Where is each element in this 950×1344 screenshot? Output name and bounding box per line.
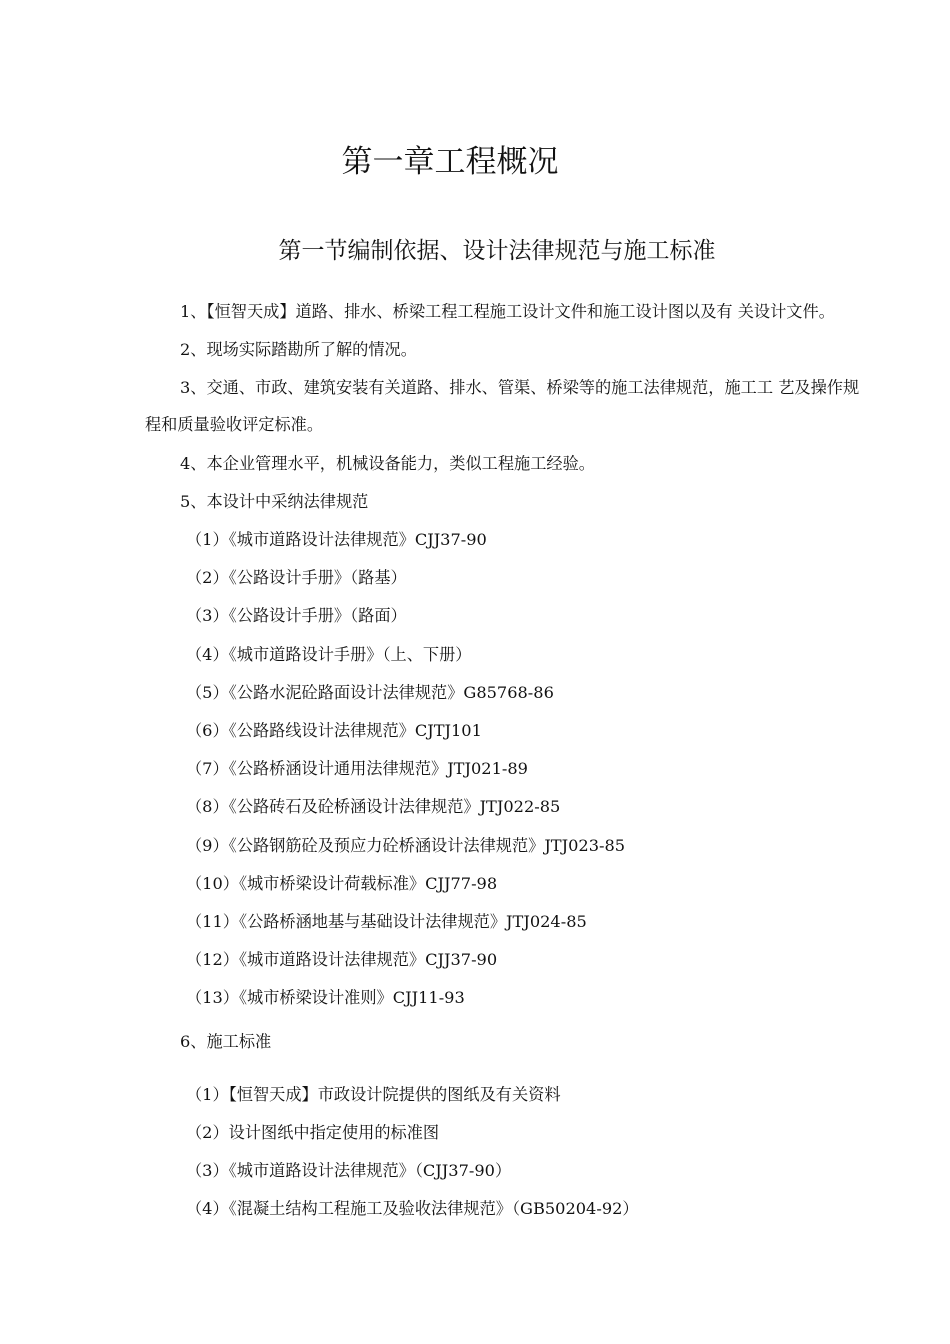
standards-heading: 6、施工标准 — [180, 1032, 272, 1051]
code-item: （13）《城市桥梁设计准则》CJJ11-93 — [186, 988, 465, 1007]
standard-item: （3）《城市道路设计法律规范》（CJJ37-90） — [186, 1161, 512, 1180]
section-title: 第一节编制依据、设计法律规范与施工标准 — [278, 238, 716, 264]
code-item: （10）《城市桥梁设计荷载标准》CJJ77-98 — [186, 874, 498, 893]
standard-item: （1）【恒智天成】市政设计院提供的图纸及有关资料 — [186, 1085, 561, 1104]
code-item: （6）《公路路线设计法律规范》CJTJ101 — [186, 721, 482, 740]
code-item: （4）《城市道路设计手册》（上、下册） — [186, 645, 472, 664]
basis-item-5: 5、本设计中采纳法律规范 — [180, 492, 369, 511]
basis-item-3-line-1: 3、交通、市政、建筑安装有关道路、排水、管渠、桥梁等的施工法律规范，施工工 艺及操作规 — [180, 378, 860, 397]
code-item: （9）《公路钢筋砼及预应力砼桥涵设计法律规范》JTJ023-85 — [186, 836, 626, 855]
code-item: （3）《公路设计手册》（路面） — [186, 606, 407, 625]
code-item: （8）《公路砖石及砼桥涵设计法律规范》JTJ022-85 — [186, 797, 561, 816]
code-item: （7）《公路桥涵设计通用法律规范》JTJ021-89 — [186, 759, 528, 778]
standard-item: （4）《混凝土结构工程施工及验收法律规范》（GB50204-92） — [186, 1199, 639, 1218]
standard-item: （2）设计图纸中指定使用的标准图 — [186, 1123, 440, 1142]
basis-item-2: 2、现场实际踏勘所了解的情况。 — [180, 340, 417, 359]
code-item: （1）《城市道路设计法律规范》CJJ37-90 — [186, 530, 487, 549]
chapter-title: 第一章工程概况 — [341, 144, 559, 180]
code-item: （12）《城市道路设计法律规范》CJJ37-90 — [186, 950, 498, 969]
code-item: （2）《公路设计手册》（路基） — [186, 568, 407, 587]
basis-item-1: 1、【恒智天成】道路、排水、桥梁工程工程施工设计文件和施工设计图以及有 关设计文件。 — [180, 302, 835, 321]
code-item: （5）《公路水泥砼路面设计法律规范》G85768-86 — [186, 683, 554, 702]
basis-item-4: 4、本企业管理水平，机械设备能力，类似工程施工经验。 — [180, 454, 595, 473]
code-item: （11）《公路桥涵地基与基础设计法律规范》JTJ024-85 — [186, 912, 587, 931]
basis-item-3-line-2: 程和质量验收评定标准。 — [145, 415, 324, 434]
